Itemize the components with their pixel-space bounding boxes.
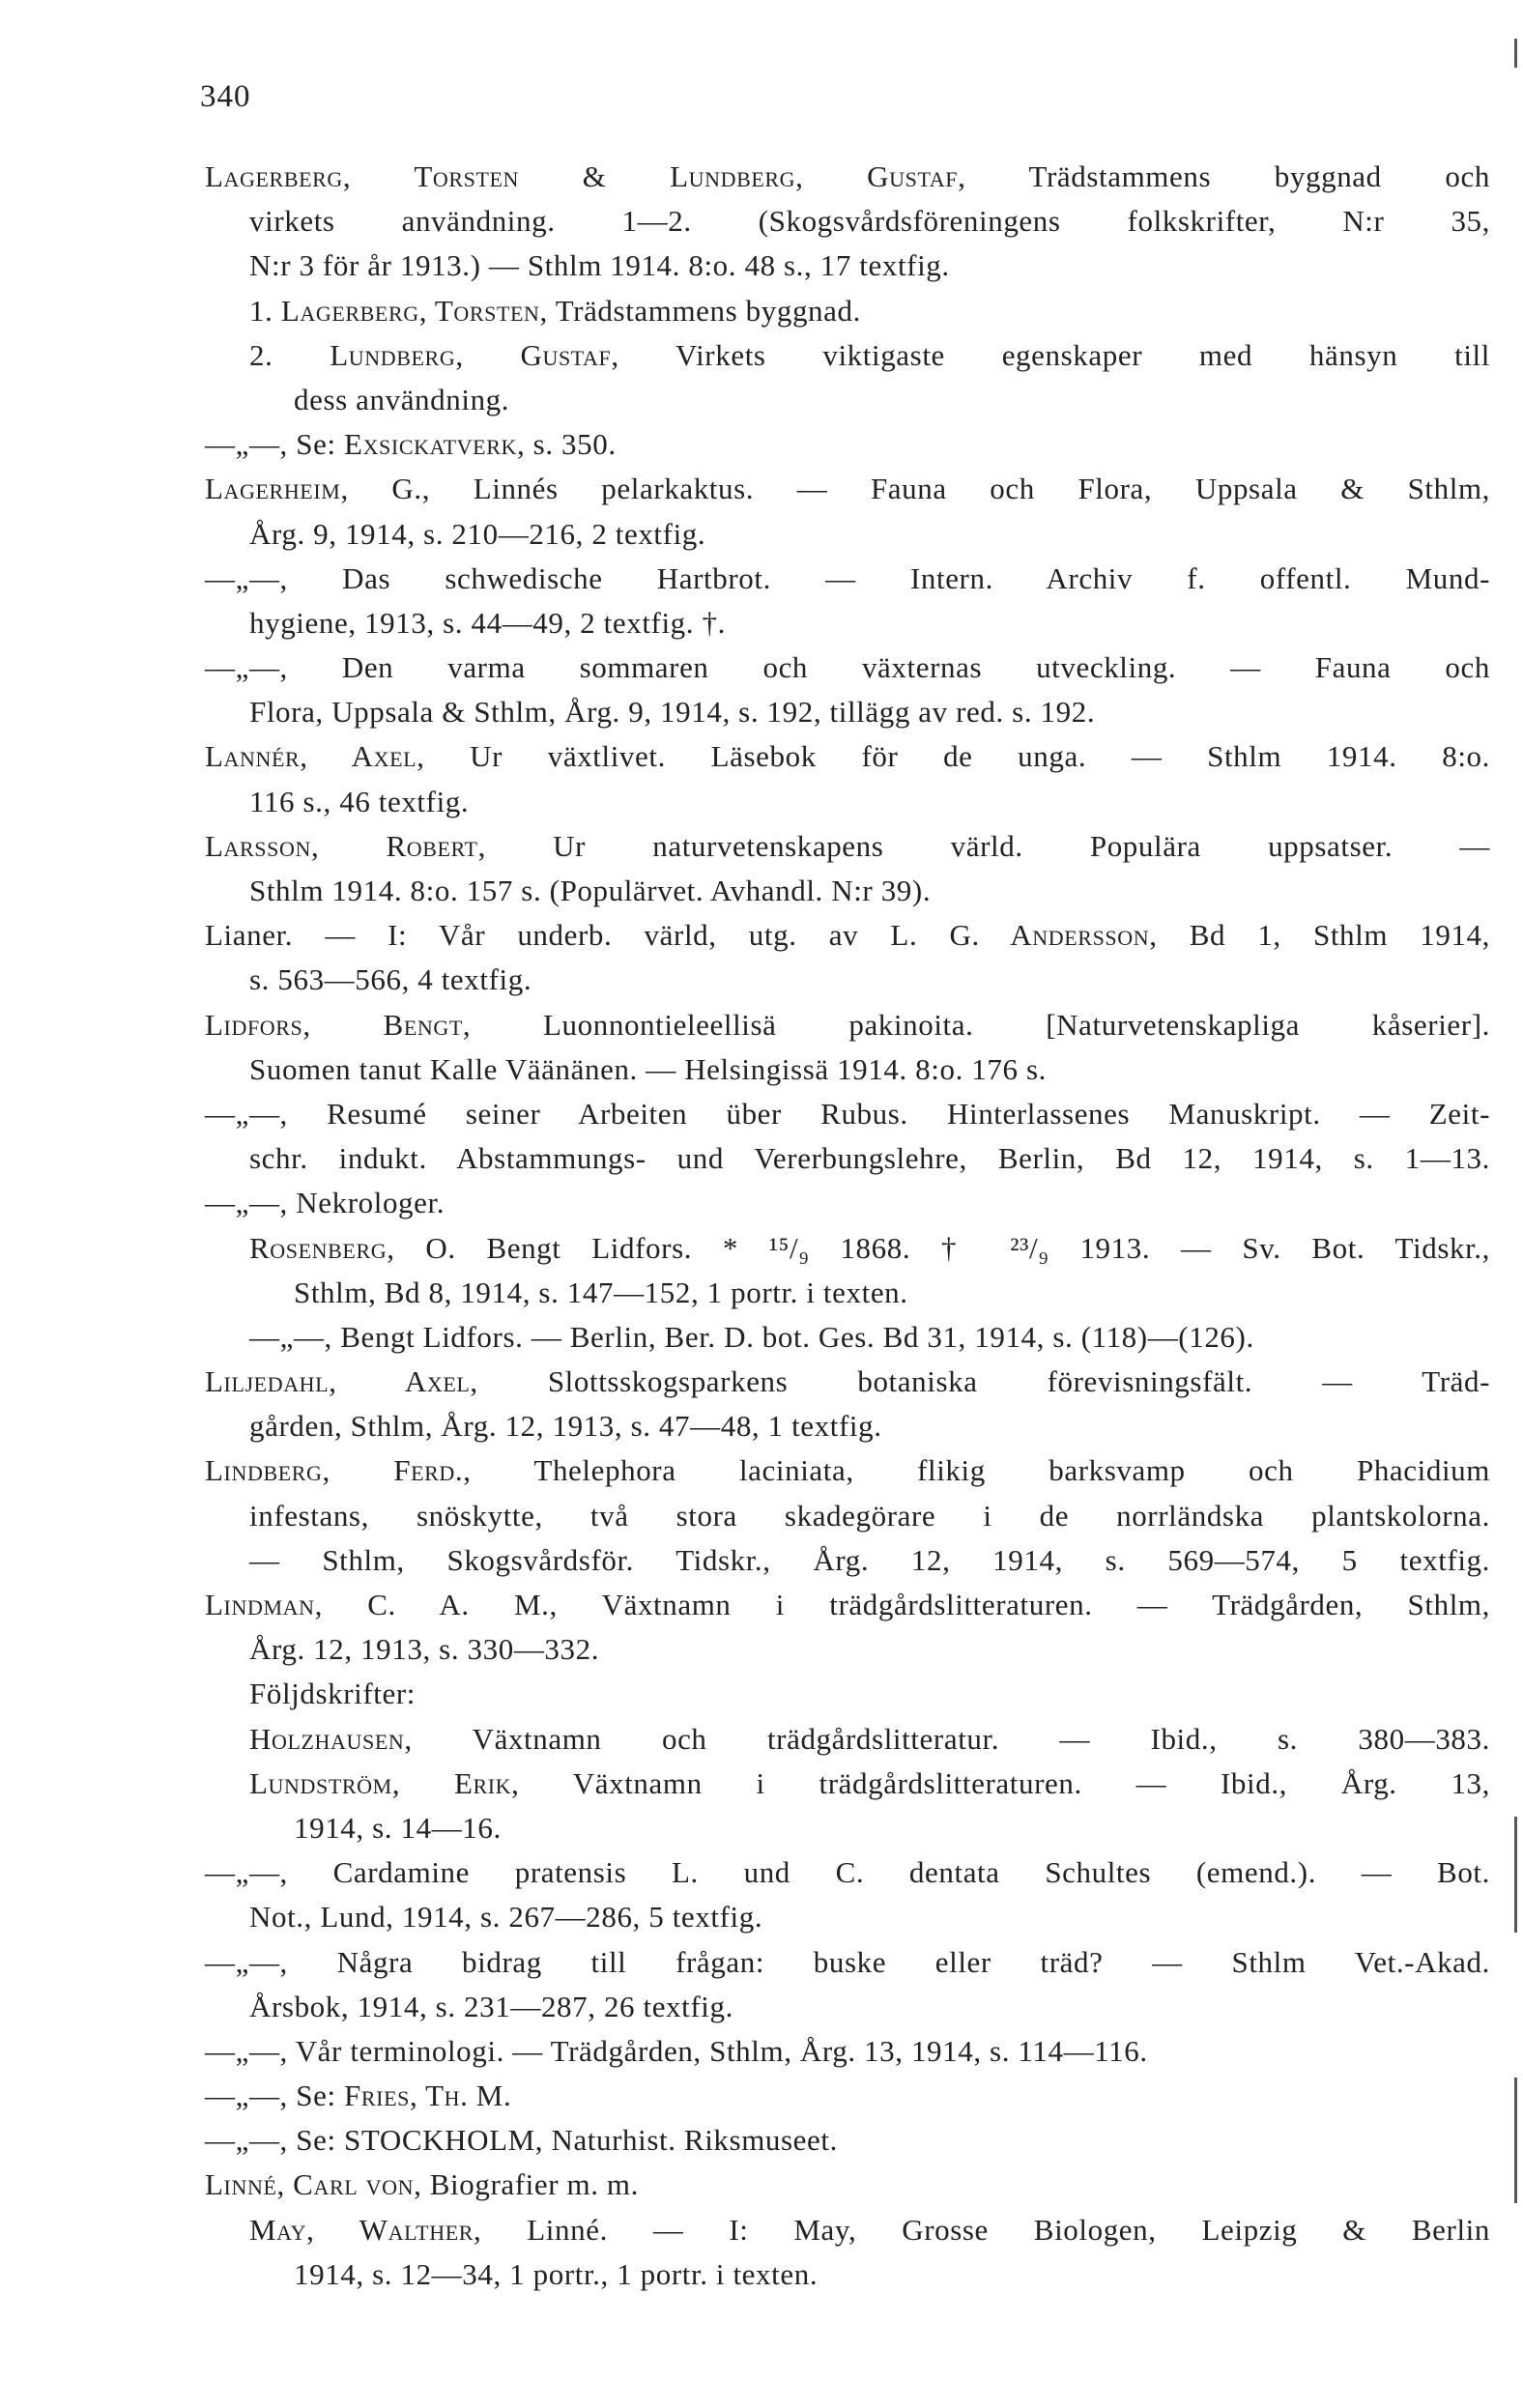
line-text: Ur växtlivet. Läsebok för de unga. — Sthlm 1914. 8:o. (424, 739, 1490, 774)
author-name: May, Walther, (249, 2212, 482, 2247)
text-line (205, 1627, 1490, 1672)
line-text: infestans, snöskytte, två stora skadegörare i de norrländska plantskolorna. (249, 1498, 1490, 1533)
author-name: Rosenberg, O. (249, 1230, 456, 1265)
line-text: Växtnamn i trädgårdslitteraturen. — Ibid., Årg. 13, (519, 1765, 1490, 1800)
text-line (205, 1806, 1490, 1850)
text-line (205, 1360, 1490, 1404)
author-name: Lundberg, Gustaf, (330, 337, 619, 372)
author-name: Lundberg, Gustaf, (670, 159, 966, 193)
line-text: Årg. 9, 1914, s. 210—216, 2 textfig. (249, 516, 706, 551)
line-text: —„—, Vår terminologi. — Trädgården, Sthlm, Årg. 13, 1914, s. 114—116. (205, 2033, 1148, 2068)
author-name: Exsickatverk, (344, 427, 526, 462)
text-line (205, 289, 1490, 333)
author-name: Liljedahl, Axel, (205, 1364, 478, 1399)
text-line (205, 1762, 1490, 1806)
author-name: L. G. Andersson, (890, 918, 1158, 953)
text-line (205, 2208, 1490, 2252)
author-name: Lannér, Axel, (205, 739, 425, 774)
line-text: Växtnamn i trädgårdslitteraturen. — Trädgården, Sthlm, (557, 1588, 1490, 1621)
author-name: Lagerheim, G., (205, 472, 431, 506)
text-line (205, 734, 1490, 779)
line-text: 116 s., 46 textfig. (249, 784, 470, 818)
text-line (205, 913, 1490, 958)
text-line (205, 1181, 1490, 1225)
text-line (205, 1047, 1490, 1092)
text-line (205, 557, 1490, 601)
text-line (205, 601, 1490, 645)
line-text: Lianer. — I: Vår underb. värld, utg. av (205, 918, 891, 953)
text-line (205, 1448, 1490, 1493)
line-text: Linnés pelarkaktus. — Fauna och Flora, Uppsala & Sthlm, (430, 472, 1491, 506)
text-line (205, 869, 1490, 913)
author-name: Linné, Carl von, (205, 2167, 422, 2202)
line-text: Trädstammens byggnad och (965, 159, 1490, 193)
scan-edge-mark (1514, 39, 1517, 68)
text-line (205, 155, 1490, 199)
text-line (205, 780, 1490, 824)
author-name: Fries, Th. M. (344, 2078, 512, 2113)
text-line (205, 645, 1490, 690)
text-line (205, 1003, 1490, 1047)
line-text: Suomen tanut Kalle Väänänen. — Helsingissä 1914. 8:o. 176 s. (249, 1051, 1047, 1086)
line-text: Växtnamn och trädgårdslitteratur. — Ibid., s. 380—383. (412, 1721, 1490, 1756)
text-line (205, 2029, 1490, 2074)
line-text: —„—, Den varma sommaren och växternas utveckling. — Fauna och (205, 650, 1490, 685)
author-name: Lagerberg, Torsten, (280, 293, 548, 328)
line-text: —„—, Se: (205, 2078, 345, 2113)
text-line (205, 958, 1490, 1002)
text-line (205, 422, 1490, 467)
text-line (205, 2252, 1490, 2297)
line-text: —„—, Se: (205, 427, 345, 462)
text-line (205, 1494, 1490, 1538)
text-line (205, 1985, 1490, 2029)
line-text: Sthlm, Bd 8, 1914, s. 147—152, 1 portr. i texten. (294, 1275, 908, 1309)
line-text: N:r 3 för år 1913.) — Sthlm 1914. 8:o. 48 s., 17 textfig. (249, 248, 950, 283)
line-text: Luonnontieleellisä pakinoita. [Naturvetenskapliga kåserier]. (471, 1007, 1490, 1042)
line-text: 1914, s. 12—34, 1 portr., 1 portr. i texten. (294, 2256, 819, 2291)
line-text: —„—, Se: STOCKHOLM, Naturhist. Riksmuseet. (205, 2123, 838, 2158)
text-line (205, 1717, 1490, 1762)
line-text: —„—, Cardamine pratensis L. und C. dentata Schultes (emend.). — Bot. (205, 1855, 1490, 1890)
text-line (205, 1895, 1490, 1939)
line-text: s. 350. (525, 427, 617, 462)
line-text: gården, Sthlm, Årg. 12, 1913, s. 47—48, 1 textfig. (249, 1409, 882, 1444)
line-text: & (519, 159, 671, 193)
line-text: Bengt Lidfors. * ¹⁵/₉ 1868. † ²³/₉ 1913. — Sv. Bot. Tidskr., (455, 1230, 1490, 1265)
line-text: Bd 1, Sthlm 1914, (1157, 918, 1490, 953)
text-line (205, 1940, 1490, 1985)
text-line (205, 1538, 1490, 1583)
text-line (205, 1226, 1490, 1271)
line-text: Trädstammens byggnad. (547, 293, 861, 328)
text-line (205, 1583, 1490, 1627)
text-line (205, 512, 1490, 557)
text-line (205, 1271, 1490, 1315)
text-line (205, 690, 1490, 734)
line-text: Not., Lund, 1914, s. 267—286, 5 textfig. (249, 1900, 763, 1935)
scan-edge-mark (1514, 1817, 1517, 1933)
line-text: Slottsskogsparkens botaniska förevisningsfält. — Träd- (477, 1364, 1491, 1399)
text-line (205, 1404, 1490, 1448)
text-line (205, 199, 1490, 244)
line-text: Biografier m. m. (421, 2167, 639, 2202)
line-text: 2. (249, 337, 330, 372)
text-line (205, 467, 1490, 511)
line-text: Årsbok, 1914, s. 231—287, 26 textfig. (249, 1989, 733, 2023)
bibliography-entries (205, 155, 1490, 2297)
author-name: Lagerberg, Torsten (205, 159, 520, 193)
text-line (205, 2163, 1490, 2207)
text-line (205, 2074, 1490, 2118)
line-text: schr. indukt. Abstammungs- und Vererbungslehre, Berlin, Bd 12, 1914, s. 1—13. (249, 1141, 1490, 1176)
line-text: Thelephora laciniata, flikig barksvamp och Phacidium (471, 1453, 1490, 1488)
line-text: —„—, Några bidrag till frågan: buske eller träd? — Sthlm Vet.-Akad. (205, 1944, 1490, 1979)
text-line (205, 1092, 1490, 1136)
line-text: Sthlm 1914. 8:o. 157 s. (Populärvet. Avhandl. N:r 39). (249, 874, 932, 907)
line-text: —„—, Nekrologer. (205, 1186, 445, 1220)
text-line (205, 244, 1490, 288)
line-text: hygiene, 1913, s. 44—49, 2 textfig. †. (249, 605, 726, 640)
scan-edge-mark (1514, 2078, 1517, 2203)
text-line (205, 378, 1490, 422)
line-text: —„—, Resumé seiner Arbeiten über Rubus. Hinterlassenes Manuskript. — Zeit- (205, 1096, 1490, 1131)
page-number: 340 (200, 79, 251, 114)
author-name: Lindman, C. A. M., (205, 1588, 558, 1621)
line-text: Årg. 12, 1913, s. 330—332. (249, 1632, 600, 1667)
author-name: Lundström, Erik, (249, 1765, 520, 1800)
text-line (205, 1136, 1490, 1181)
text-line (205, 2118, 1490, 2163)
line-text: —„—, Das schwedische Hartbrot. — Intern. Archiv f. offentl. Mund- (205, 560, 1490, 595)
text-line (205, 333, 1490, 378)
author-name: Lidfors, Bengt, (205, 1007, 472, 1042)
line-text: 1. (249, 293, 281, 328)
line-text: Ur naturvetenskapens värld. Populära uppsatser. — (485, 828, 1490, 863)
author-name: Holzhausen, (249, 1721, 413, 1756)
text-line (205, 1672, 1490, 1716)
author-name: Lindberg, Ferd., (205, 1453, 472, 1488)
line-text: Linné. — I: May, Grosse Biologen, Leipzig & Berlin (481, 2212, 1490, 2247)
line-text: Virkets viktigaste egenskaper med hänsyn till (618, 337, 1490, 372)
line-text: 1914, s. 14—16. (294, 1810, 502, 1845)
line-text: Flora, Uppsala & Sthlm, Årg. 9, 1914, s. 192, tillägg av red. s. 192. (249, 695, 1096, 730)
line-text: Följdskrifter: (249, 1677, 416, 1711)
text-line (205, 824, 1490, 869)
line-text: s. 563—566, 4 textfig. (249, 962, 532, 997)
line-text: —„—, Bengt Lidfors. — Berlin, Ber. D. bot. Ges. Bd 31, 1914, s. (118)—(126). (249, 1319, 1254, 1354)
line-text: virkets användning. 1—2. (Skogsvårdsföreningens folkskrifter, N:r 35, (249, 204, 1490, 239)
line-text: — Sthlm, Skogsvårdsför. Tidskr., Årg. 12, 1914, s. 569—574, 5 textfig. (249, 1542, 1490, 1577)
text-line (205, 1850, 1490, 1895)
author-name: Larsson, Robert, (205, 828, 486, 863)
text-line (205, 1315, 1490, 1360)
line-text: dess användning. (294, 382, 510, 416)
